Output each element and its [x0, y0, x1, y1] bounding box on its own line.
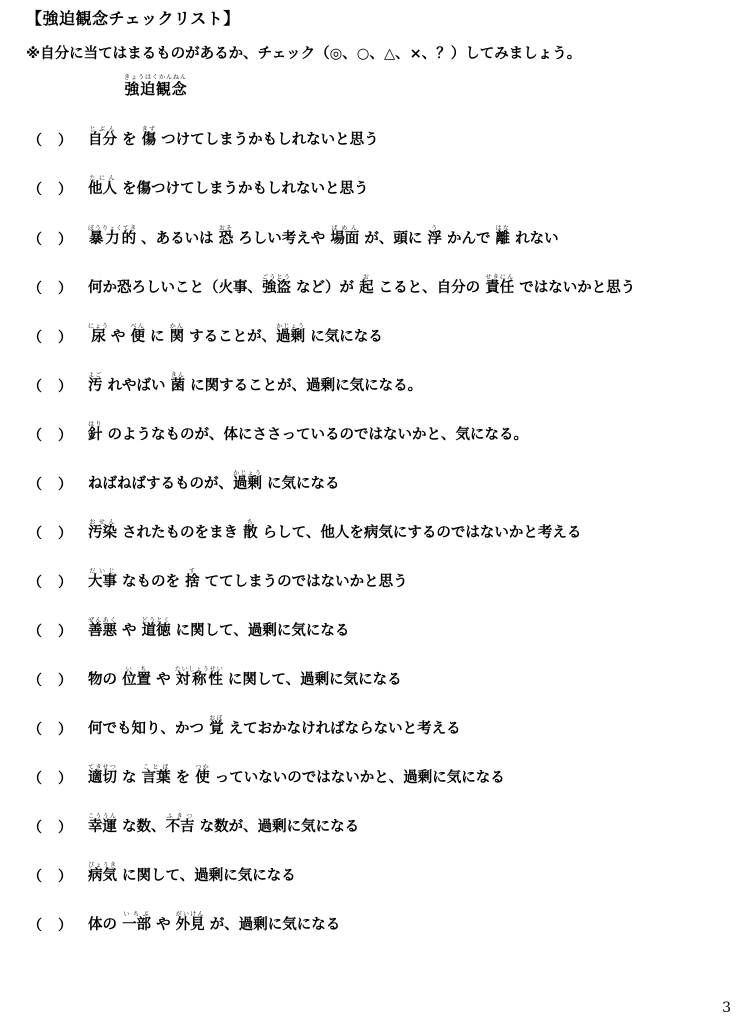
checklist-item [0, 421, 739, 451]
checklist-item [0, 372, 739, 402]
check-box[interactable]: （ ） [28, 428, 72, 444]
item-text: 尿にょう や 便べん に 関かん することが、過剰かじょう に気になる [88, 323, 383, 345]
check-box[interactable]: （ ） [28, 673, 72, 689]
check-box[interactable]: （ ） [28, 820, 72, 836]
item-text: 物の 位置いち や 対称性たいしょうせい に関して、過剰に気になる [88, 666, 402, 688]
item-text: ねばねばするものが、過剰かじょう に気になる [88, 470, 340, 492]
check-box[interactable]: （ ） [28, 133, 72, 149]
checklist-item [0, 323, 739, 353]
section-heading-ruby: きょうはくかんねん [124, 74, 188, 81]
checklist-item [0, 813, 739, 843]
checklist-item [0, 126, 739, 156]
checklist-item [0, 225, 739, 255]
item-text: 汚染おせん されたものをまき 散ち らして、他人を病気にするのではないかと考える [88, 519, 582, 541]
checklist-item [0, 470, 739, 500]
checklist-item [0, 764, 739, 794]
check-box[interactable]: （ ） [28, 869, 72, 885]
item-text: 幸運こううん な数、不吉ふきつ な数が、過剰に気になる [88, 813, 360, 835]
item-text: 何か恐ろしいこと（火事、強盗ごうとう など）が 起お こると、自分の 責任せきにん ではないかと思う [88, 274, 636, 296]
item-text: 病気びょうき に関して、過剰に気になる [88, 862, 296, 884]
item-text: 大事だいじ なものを 捨す ててしまうのではないかと思う [88, 568, 408, 590]
page-number: 3 [722, 1000, 731, 1016]
check-box[interactable]: （ ） [28, 232, 72, 248]
section-heading-text: 強迫観念 [124, 80, 188, 98]
check-box[interactable]: （ ） [28, 624, 72, 640]
page-title: 【強迫観念チェックリスト】 [26, 9, 240, 28]
item-text: 何でも知り、かつ 覚おぼ えておかなければならないと考える [88, 715, 461, 737]
check-box[interactable]: （ ） [28, 182, 72, 198]
checklist-item [0, 666, 739, 696]
checklist-item [0, 911, 739, 941]
item-text: 自分じぶん を 傷きず つけてしまうかもしれないと思う [88, 126, 379, 148]
item-text: 適切てきせつ な 言葉ことば を 使つか っていないのではないかと、過剰に気になる [88, 764, 505, 786]
item-text: 体の 一部いちぶ や 外見がいけん が、過剰に気になる [88, 911, 341, 933]
item-text: 汚よご れやばい 菌きん に関することが、過剰に気になる。 [88, 372, 423, 394]
check-box[interactable]: （ ） [28, 918, 72, 934]
checklist-item [0, 519, 739, 549]
item-text: 針はり のようなものが、体にささっているのではないかと、気になる。 [88, 421, 529, 443]
checklist-item [0, 568, 739, 598]
check-box[interactable]: （ ） [28, 330, 72, 346]
checklist-item [0, 274, 739, 304]
check-box[interactable]: （ ） [28, 771, 72, 787]
checklist-item [0, 715, 739, 745]
check-box[interactable]: （ ） [28, 379, 72, 395]
item-text: 暴力的ぼうりょくてき 、あるいは 恐おそ ろしい考えや 場面ばめん が、頭に 浮う かんで 離はな れない [88, 225, 559, 247]
checklist-item [0, 617, 739, 647]
instruction-text: ※自分に当てはまるものがあるか、チェック（◎、○、△、×、？）してみましょう。 [26, 46, 582, 62]
item-text: 善悪ぜんあく や 道徳どうとく に関して、過剰に気になる [88, 617, 350, 639]
check-box[interactable]: （ ） [28, 477, 72, 493]
item-text: 他人たにん を傷つけてしまうかもしれないと思う [88, 175, 369, 197]
checklist-item [0, 175, 739, 205]
check-box[interactable]: （ ） [28, 722, 72, 738]
check-box[interactable]: （ ） [28, 281, 72, 297]
check-box[interactable]: （ ） [28, 526, 72, 542]
checklist-item [0, 862, 739, 892]
check-box[interactable]: （ ） [28, 575, 72, 591]
